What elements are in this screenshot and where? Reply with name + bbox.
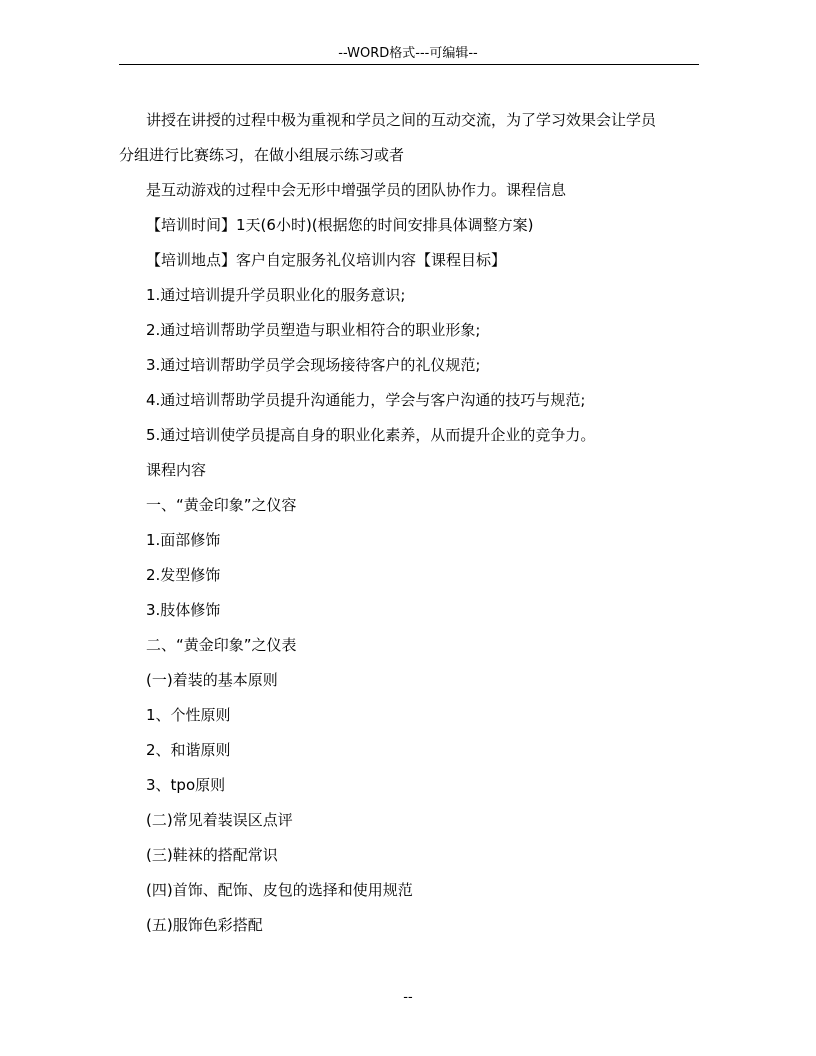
section-heading: 课程内容 <box>146 461 207 479</box>
subsection-heading: (五)服饰色彩搭配 <box>146 916 263 934</box>
header-divider <box>119 64 699 65</box>
page-header: --WORD格式---可编辑-- <box>338 46 478 61</box>
section-heading: 一、“黄金印象”之仪容 <box>146 496 297 514</box>
list-item: 2、和谐原则 <box>146 741 231 759</box>
list-item: 1、个性原则 <box>146 706 231 724</box>
list-item: 3.肢体修饰 <box>146 601 221 619</box>
list-item: 2.通过培训帮助学员塑造与职业相符合的职业形象; <box>146 321 481 339</box>
list-item: 1.面部修饰 <box>146 531 221 549</box>
list-item: 1.通过培训提升学员职业化的服务意识; <box>146 286 406 304</box>
list-item: 5.通过培训使学员提高自身的职业化素养，从而提升企业的竞争力。 <box>146 426 596 444</box>
paragraph: 分组进行比赛练习，在做小组展示练习或者 <box>119 146 405 164</box>
subsection-heading: (四)首饰、配饰、皮包的选择和使用规范 <box>146 881 413 899</box>
document-body <box>119 103 699 943</box>
subsection-heading: (三)鞋袜的搭配常识 <box>146 846 278 864</box>
paragraph: 【培训地点】客户自定服务礼仪培训内容【课程目标】 <box>146 251 507 269</box>
subsection-heading: (一)着装的基本原则 <box>146 671 278 689</box>
list-item: 3.通过培训帮助学员学会现场接待客户的礼仪规范; <box>146 356 481 374</box>
list-item: 2.发型修饰 <box>146 566 221 584</box>
list-item: 3、tpo原则 <box>146 776 226 794</box>
section-heading: 二、“黄金印象”之仪表 <box>146 636 297 654</box>
paragraph: 【培训时间】1天(6小时)(根据您的时间安排具体调整方案) <box>146 216 534 234</box>
list-item: 4.通过培训帮助学员提升沟通能力，学会与客户沟通的技巧与规范; <box>146 391 586 409</box>
paragraph: 讲授在讲授的过程中极为重视和学员之间的互动交流，为了学习效果会让学员 <box>146 111 657 129</box>
paragraph: 是互动游戏的过程中会无形中增强学员的团队协作力。课程信息 <box>146 181 567 199</box>
page-footer: -- <box>403 990 413 1005</box>
subsection-heading: (二)常见着装误区点评 <box>146 811 293 829</box>
